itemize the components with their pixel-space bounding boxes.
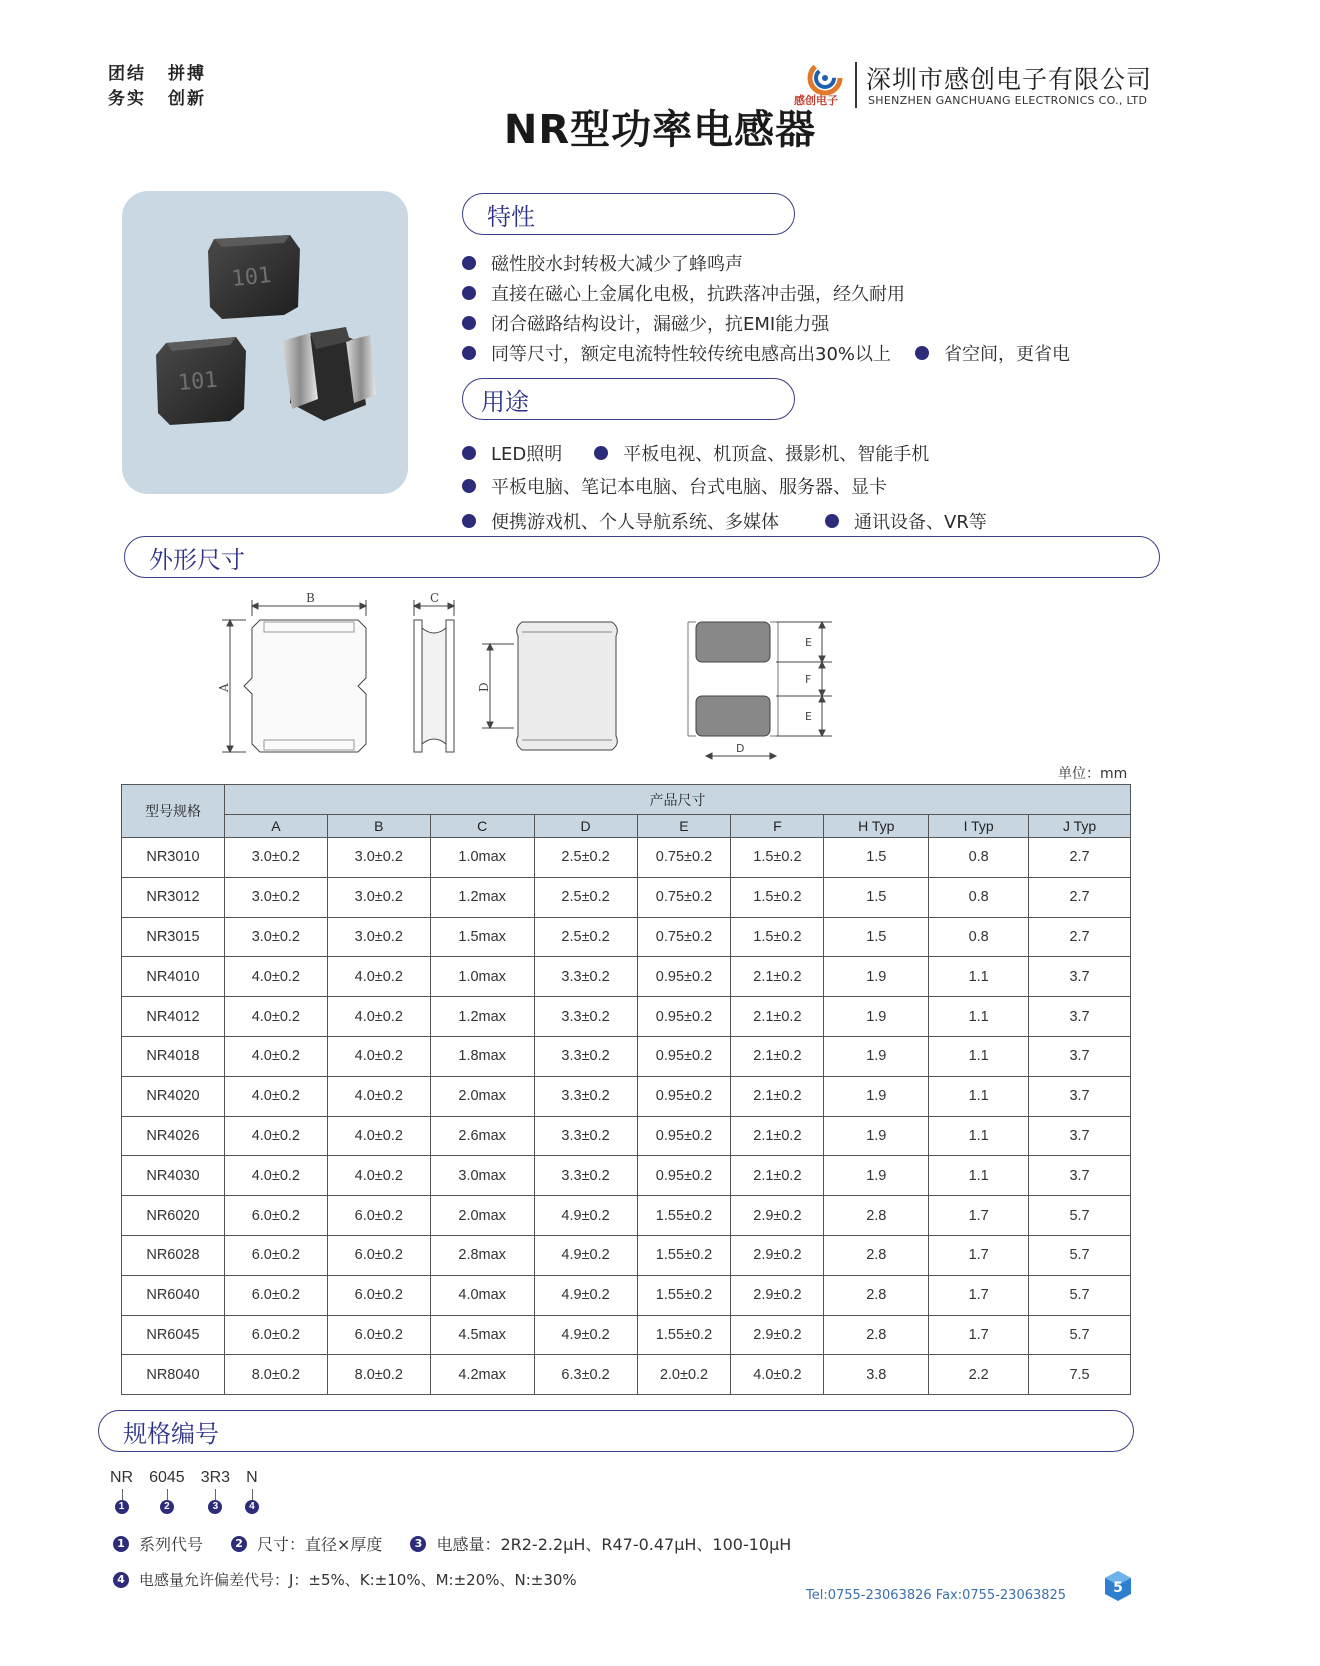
table-cell: 4.0±0.2 — [224, 1036, 327, 1076]
table-cell: 3.3±0.2 — [534, 1116, 637, 1156]
top-view-drawing — [482, 622, 617, 750]
bullet-icon — [462, 479, 476, 493]
table-cell: 1.9 — [824, 1156, 929, 1196]
table-cell: 4.0±0.2 — [327, 957, 430, 997]
table-cell: 6.3±0.2 — [534, 1355, 637, 1395]
model-cell: NR4020 — [122, 1076, 225, 1116]
table-cell: 6.0±0.2 — [224, 1196, 327, 1236]
table-cell: 0.95±0.2 — [637, 997, 731, 1037]
inductor-right — [282, 327, 376, 421]
table-cell: 0.8 — [929, 877, 1029, 917]
table-cell: 1.7 — [929, 1275, 1029, 1315]
section-title: 用途 — [481, 387, 529, 416]
table-cell: 3.3±0.2 — [534, 997, 637, 1037]
table-cell: 2.8 — [824, 1235, 929, 1275]
model-cell: NR4010 — [122, 957, 225, 997]
use-item — [462, 440, 929, 466]
table-cell: 2.6max — [430, 1116, 534, 1156]
table-row — [122, 1116, 1131, 1156]
table-cell: 1.0max — [430, 838, 534, 878]
table-cell: 6.0±0.2 — [224, 1315, 327, 1355]
use-item — [462, 473, 887, 499]
table-cell: 0.95±0.2 — [637, 1156, 731, 1196]
table-cell: 2.1±0.2 — [731, 997, 824, 1037]
table-cell: 2.8max — [430, 1235, 534, 1275]
code-part: NR 1 — [110, 1469, 134, 1512]
company-name-en: SHENZHEN GANCHUANG ELECTRONICS CO., LTD — [868, 94, 1148, 107]
bullet-icon — [825, 514, 839, 528]
table-cell: 0.8 — [929, 838, 1029, 878]
table-cell: 1.5 — [824, 838, 929, 878]
column-header: I Typ — [929, 815, 1029, 838]
column-header: F — [731, 815, 824, 838]
section-header-part-code — [98, 1410, 1134, 1452]
table-cell: 2.0max — [430, 1076, 534, 1116]
code-part: 3R3 3 — [200, 1469, 231, 1512]
table-cell: 3.7 — [1029, 957, 1131, 997]
table-cell: 2.5±0.2 — [534, 838, 637, 878]
table-row — [122, 917, 1131, 957]
table-cell: 2.0max — [430, 1196, 534, 1236]
table-cell: 3.7 — [1029, 1076, 1131, 1116]
section-header-uses — [462, 378, 795, 420]
table-cell: 0.75±0.2 — [637, 877, 731, 917]
table-cell: 1.0max — [430, 957, 534, 997]
part-code-example — [110, 1469, 274, 1512]
table-cell: 2.9±0.2 — [731, 1235, 824, 1275]
table-row — [122, 957, 1131, 997]
dim-label-e: E — [805, 636, 812, 649]
table-cell: 8.0±0.2 — [327, 1355, 430, 1395]
model-cell: NR4012 — [122, 997, 225, 1037]
column-header: A — [224, 815, 327, 838]
dimension-drawings — [217, 588, 860, 768]
dim-label-a: A — [217, 683, 231, 692]
inductor-left — [156, 337, 246, 425]
use-text: 通讯设备、VR等 — [854, 512, 987, 533]
table-cell: 3.0±0.2 — [224, 877, 327, 917]
feature-item — [462, 340, 1070, 366]
table-cell: 6.0±0.2 — [327, 1196, 430, 1236]
table-cell: 4.9±0.2 — [534, 1275, 637, 1315]
table-cell: 1.5 — [824, 917, 929, 957]
table-cell: 4.5max — [430, 1315, 534, 1355]
side-view-drawing — [414, 600, 454, 752]
table-cell: 1.5±0.2 — [731, 838, 824, 878]
product-photo — [122, 191, 408, 494]
model-cell: NR3015 — [122, 917, 225, 957]
table-cell: 0.75±0.2 — [637, 838, 731, 878]
table-cell: 6.0±0.2 — [224, 1275, 327, 1315]
slogan-text: 务实 — [108, 89, 146, 109]
dim-label-c: C — [430, 591, 440, 605]
table-cell: 3.0±0.2 — [224, 917, 327, 957]
table-row — [122, 997, 1131, 1037]
unit-label: 单位：mm — [1058, 766, 1128, 782]
bullet-icon — [462, 286, 476, 300]
table-cell: 1.5max — [430, 917, 534, 957]
table-cell: 0.8 — [929, 917, 1029, 957]
slogan-text: 团结 — [108, 64, 146, 84]
bullet-icon — [462, 346, 476, 360]
model-cell: NR6040 — [122, 1275, 225, 1315]
table-cell: 1.1 — [929, 1076, 1029, 1116]
table-cell: 4.0±0.2 — [224, 957, 327, 997]
section-title: 特性 — [487, 202, 535, 231]
table-cell: 4.0±0.2 — [731, 1355, 824, 1395]
model-cell: NR4018 — [122, 1036, 225, 1076]
table-cell: 2.1±0.2 — [731, 1036, 824, 1076]
bullet-icon — [462, 256, 476, 270]
table-cell: 4.0max — [430, 1275, 534, 1315]
table-cell: 3.0±0.2 — [327, 877, 430, 917]
table-cell: 6.0±0.2 — [327, 1315, 430, 1355]
table-cell: 3.7 — [1029, 997, 1131, 1037]
table-cell: 1.55±0.2 — [637, 1235, 731, 1275]
bullet-icon — [594, 446, 608, 460]
table-cell: 3.7 — [1029, 1116, 1131, 1156]
table-header-group: 产品尺寸 — [224, 785, 1130, 815]
model-cell: NR8040 — [122, 1355, 225, 1395]
table-cell: 2.1±0.2 — [731, 957, 824, 997]
table-cell: 1.5±0.2 — [731, 917, 824, 957]
table-cell: 4.0±0.2 — [224, 1076, 327, 1116]
table-cell: 4.0±0.2 — [224, 1156, 327, 1196]
table-cell: 8.0±0.2 — [224, 1355, 327, 1395]
table-cell: 3.3±0.2 — [534, 957, 637, 997]
bullet-icon — [462, 446, 476, 460]
table-row — [122, 838, 1131, 878]
table-cell: 3.7 — [1029, 1036, 1131, 1076]
table-row — [122, 1275, 1131, 1315]
table-cell: 1.9 — [824, 1076, 929, 1116]
table-cell: 2.7 — [1029, 877, 1131, 917]
column-header: C — [430, 815, 534, 838]
table-cell: 2.9±0.2 — [731, 1315, 824, 1355]
page-number: 5 — [1113, 1580, 1123, 1596]
column-header: J Typ — [1029, 815, 1131, 838]
feature-text: 闭合磁路结构设计，漏磁少，抗EMI能力强 — [491, 314, 830, 335]
table-cell: 1.7 — [929, 1235, 1029, 1275]
table-cell: 2.0±0.2 — [637, 1355, 731, 1395]
table-cell: 1.8max — [430, 1036, 534, 1076]
table-cell: 0.95±0.2 — [637, 1036, 731, 1076]
table-cell: 0.75±0.2 — [637, 917, 731, 957]
table-cell: 5.7 — [1029, 1275, 1131, 1315]
table-cell: 0.95±0.2 — [637, 957, 731, 997]
section-title: 规格编号 — [123, 1419, 219, 1448]
use-item — [462, 508, 987, 534]
table-cell: 1.7 — [929, 1196, 1029, 1236]
table-cell: 1.1 — [929, 1156, 1029, 1196]
table-cell: 2.8 — [824, 1315, 929, 1355]
spec-table — [121, 784, 1131, 1395]
table-cell: 1.2max — [430, 997, 534, 1037]
table-cell: 3.3±0.2 — [534, 1156, 637, 1196]
table-cell: 2.5±0.2 — [534, 877, 637, 917]
front-view-drawing — [222, 600, 366, 752]
table-cell: 3.8 — [824, 1355, 929, 1395]
table-cell: 1.55±0.2 — [637, 1196, 731, 1236]
table-cell: 6.0±0.2 — [327, 1235, 430, 1275]
table-cell: 1.9 — [824, 997, 929, 1037]
table-cell: 1.7 — [929, 1315, 1029, 1355]
table-cell: 3.3±0.2 — [534, 1036, 637, 1076]
table-cell: 5.7 — [1029, 1315, 1131, 1355]
contact-info: Tel:0755-23063826 Fax:0755-23063825 — [806, 1588, 1067, 1603]
table-cell: 4.2max — [430, 1355, 534, 1395]
table-row — [122, 1196, 1131, 1236]
slogan-text: 拼搏 — [168, 64, 206, 84]
legend-text: 电感量：2R2-2.2μH、R47-0.47μH、100-10μH — [436, 1535, 792, 1554]
table-cell: 4.9±0.2 — [534, 1196, 637, 1236]
table-cell: 1.5 — [824, 877, 929, 917]
feature-item — [462, 310, 829, 336]
model-cell: NR6045 — [122, 1315, 225, 1355]
number-badge-icon: 3 — [410, 1536, 426, 1552]
dim-label-d: D — [736, 742, 745, 755]
bullet-icon — [462, 514, 476, 528]
table-cell: 5.7 — [1029, 1196, 1131, 1236]
table-cell: 1.1 — [929, 957, 1029, 997]
legend-text: 系列代号 — [139, 1535, 204, 1554]
column-header: H Typ — [824, 815, 929, 838]
table-cell: 1.55±0.2 — [637, 1275, 731, 1315]
page-number-badge-icon — [1104, 1570, 1132, 1602]
model-cell: NR6028 — [122, 1235, 225, 1275]
table-cell: 6.0±0.2 — [327, 1275, 430, 1315]
code-legend — [113, 1569, 605, 1590]
dim-label-e: E — [805, 710, 812, 723]
table-cell: 2.1±0.2 — [731, 1116, 824, 1156]
use-text: LED照明 — [491, 444, 563, 465]
table-row — [122, 1315, 1131, 1355]
section-header-features — [462, 193, 795, 235]
table-cell: 4.9±0.2 — [534, 1315, 637, 1355]
table-cell: 1.9 — [824, 1116, 929, 1156]
table-cell: 2.7 — [1029, 838, 1131, 878]
use-text: 便携游戏机、个人导航系统、多媒体 — [491, 512, 779, 533]
page-title: NR型功率电感器 — [503, 107, 817, 153]
number-badge-icon: 2 — [231, 1536, 247, 1552]
legend-text: 尺寸：直径×厚度 — [257, 1535, 383, 1554]
table-cell: 2.7 — [1029, 917, 1131, 957]
table-row — [122, 1355, 1131, 1395]
inductor-marking: 101 — [230, 263, 273, 293]
table-cell: 2.2 — [929, 1355, 1029, 1395]
company-name: 深圳市感创电子有限公司 — [866, 65, 1153, 94]
code-legend — [113, 1532, 819, 1555]
table-cell: 4.0±0.2 — [327, 1076, 430, 1116]
table-cell: 4.0±0.2 — [327, 1156, 430, 1196]
section-title: 外形尺寸 — [149, 545, 245, 574]
column-header: D — [534, 815, 637, 838]
dim-label-f: F — [805, 673, 812, 686]
table-cell: 2.9±0.2 — [731, 1275, 824, 1315]
table-row — [122, 1036, 1131, 1076]
table-cell: 1.1 — [929, 1036, 1029, 1076]
table-cell: 6.0±0.2 — [224, 1235, 327, 1275]
feature-item — [462, 250, 743, 276]
feature-text: 磁性胶水封转极大减少了蜂鸣声 — [491, 254, 743, 275]
inductor-marking: 101 — [176, 367, 219, 397]
table-cell: 3.0±0.2 — [327, 917, 430, 957]
bullet-icon — [462, 316, 476, 330]
bullet-icon — [915, 346, 929, 360]
feature-item — [462, 280, 905, 306]
table-cell: 1.9 — [824, 957, 929, 997]
table-cell: 4.0±0.2 — [224, 997, 327, 1037]
table-cell: 0.95±0.2 — [637, 1076, 731, 1116]
table-cell: 5.7 — [1029, 1235, 1131, 1275]
dim-label-b: B — [306, 591, 315, 605]
table-cell: 3.0±0.2 — [327, 838, 430, 878]
model-cell: NR6020 — [122, 1196, 225, 1236]
table-cell: 0.95±0.2 — [637, 1116, 731, 1156]
table-cell: 3.0max — [430, 1156, 534, 1196]
use-text: 平板电脑、笔记本电脑、台式电脑、服务器、显卡 — [491, 477, 887, 498]
inductor-top — [208, 235, 300, 319]
feature-text: 直接在磁心上金属化电极，抗跌落冲击强，经久耐用 — [491, 284, 905, 305]
table-cell: 2.5±0.2 — [534, 917, 637, 957]
table-cell: 4.9±0.2 — [534, 1235, 637, 1275]
model-cell: NR3010 — [122, 838, 225, 878]
table-cell: 4.0±0.2 — [327, 1036, 430, 1076]
table-row — [122, 1156, 1131, 1196]
table-cell: 1.55±0.2 — [637, 1315, 731, 1355]
number-badge-icon: 1 — [113, 1536, 129, 1552]
section-header-dimensions — [124, 536, 1160, 578]
table-cell: 3.3±0.2 — [534, 1076, 637, 1116]
model-cell: NR4030 — [122, 1156, 225, 1196]
use-text: 平板电视、机顶盒、摄影机、智能手机 — [623, 444, 930, 465]
logo-caption: 感创电子 — [794, 94, 838, 107]
dim-label-d: D — [477, 682, 491, 692]
table-cell: 7.5 — [1029, 1355, 1131, 1395]
table-cell: 4.0±0.2 — [327, 1116, 430, 1156]
number-badge-icon: 4 — [113, 1572, 129, 1588]
table-cell: 1.1 — [929, 997, 1029, 1037]
table-cell: 3.0±0.2 — [224, 838, 327, 878]
table-cell: 4.0±0.2 — [224, 1116, 327, 1156]
table-cell: 2.1±0.2 — [731, 1076, 824, 1116]
code-part: N 4 — [246, 1469, 258, 1512]
table-cell: 1.9 — [824, 1036, 929, 1076]
column-header: B — [327, 815, 430, 838]
table-header-model: 型号规格 — [122, 785, 225, 838]
column-header: E — [637, 815, 731, 838]
table-cell: 1.5±0.2 — [731, 877, 824, 917]
table-row — [122, 877, 1131, 917]
table-cell: 1.1 — [929, 1116, 1029, 1156]
model-cell: NR4026 — [122, 1116, 225, 1156]
code-part: 6045 2 — [149, 1469, 185, 1512]
table-cell: 2.8 — [824, 1196, 929, 1236]
table-cell: 2.9±0.2 — [731, 1196, 824, 1236]
legend-text: 电感量允许偏差代号：J：±5%、K:±10%、M:±20%、N:±30% — [139, 1571, 577, 1589]
slogan-text: 创新 — [168, 89, 206, 109]
table-cell: 2.1±0.2 — [731, 1156, 824, 1196]
table-cell: 1.2max — [430, 877, 534, 917]
table-cell: 3.7 — [1029, 1156, 1131, 1196]
feature-text: 同等尺寸，额定电流特性较传统电感高出30%以上 — [491, 344, 892, 365]
table-row — [122, 1235, 1131, 1275]
table-cell: 2.8 — [824, 1275, 929, 1315]
feature-text: 省空间，更省电 — [944, 344, 1071, 365]
model-cell: NR3012 — [122, 877, 225, 917]
table-row — [122, 1076, 1131, 1116]
table-cell: 4.0±0.2 — [327, 997, 430, 1037]
